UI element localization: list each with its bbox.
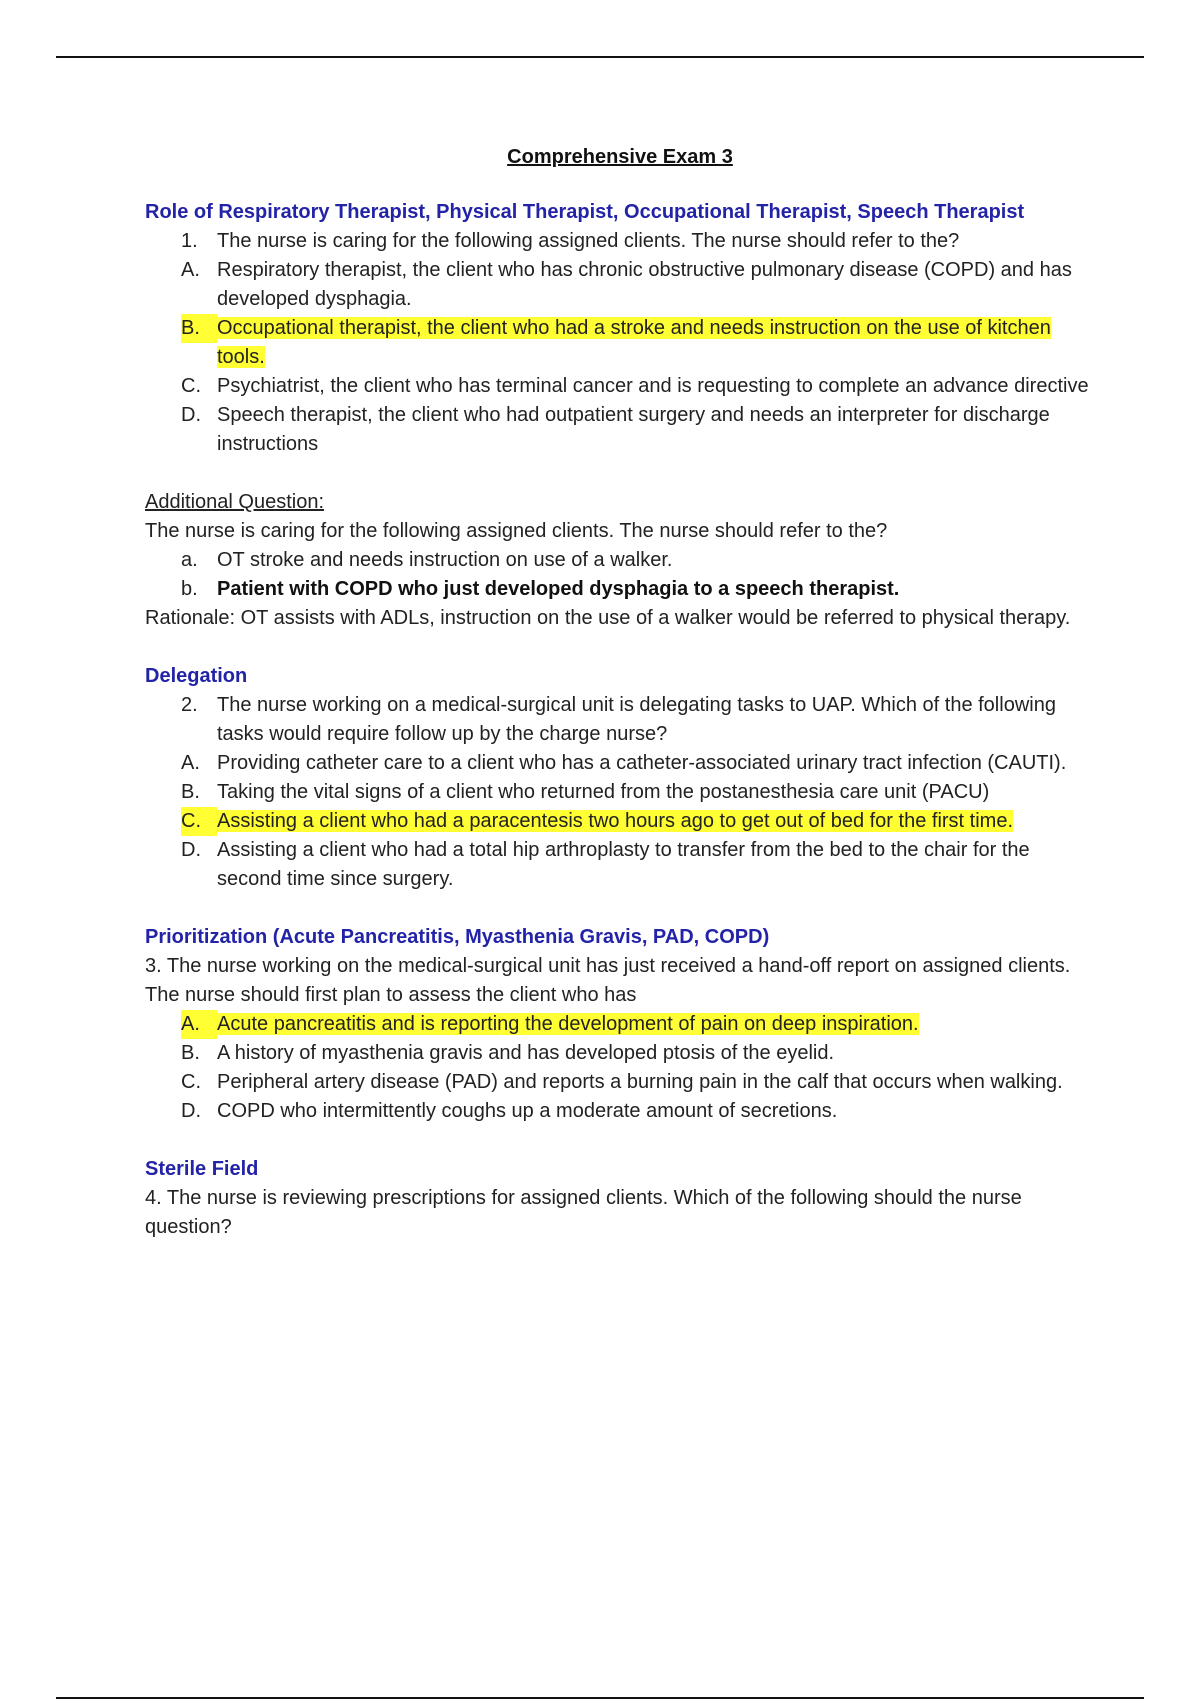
option-letter: B. (181, 314, 217, 343)
section-prioritization (145, 923, 1095, 1126)
option-letter: D. (181, 1100, 201, 1122)
option-text-highlighted: Occupational therapist, the client who had a stroke and needs instruction on the use of kitchen tools. (217, 317, 1051, 368)
option-text: Taking the vital signs of a client who returned from the postanesthesia care unit (PACU) (217, 781, 990, 803)
question-2 (145, 691, 1095, 894)
document-body (145, 142, 1095, 1242)
question-number: 1. (181, 230, 198, 252)
bottom-rule (56, 1697, 1144, 1699)
question-1 (145, 227, 1095, 459)
section-heading: Prioritization (Acute Pancreatitis, Myasthenia Gravis, PAD, COPD) (145, 926, 770, 948)
option-letter: D. (181, 404, 201, 426)
option-letter: C. (181, 375, 201, 397)
option-text: A history of myasthenia gravis and has developed ptosis of the eyelid. (217, 1042, 835, 1064)
option-letter: A. (181, 1010, 217, 1039)
option-c-answer (145, 807, 1095, 836)
question-3-options (145, 1010, 1095, 1126)
question-stem (145, 227, 1095, 256)
section-delegation (145, 662, 1095, 894)
option-text: Peripheral artery disease (PAD) and reports a burning pain in the calf that occurs when walking. (217, 1071, 1063, 1093)
option-c (145, 372, 1095, 401)
option-text: Providing catheter care to a client who has a catheter-associated urinary tract infection (CAUTI). (217, 752, 1067, 774)
option-d (145, 401, 1095, 459)
section-heading: Role of Respiratory Therapist, Physical Therapist, Occupational Therapist, Speech Therapist (145, 201, 1025, 223)
option-text: OT stroke and needs instruction on use of a walker. (217, 549, 673, 571)
option-a-answer (145, 1010, 1095, 1039)
option-d (145, 836, 1095, 894)
top-rule (56, 56, 1144, 58)
option-letter: B. (181, 1042, 200, 1064)
section-heading: Delegation (145, 665, 248, 687)
option-text-highlighted: Acute pancreatitis and is reporting the development of pain on deep inspiration. (217, 1013, 919, 1035)
option-letter: A. (181, 752, 200, 774)
option-text: Psychiatrist, the client who has terminal cancer and is requesting to complete an advance directive (217, 375, 1089, 397)
option-text-bold: Patient with COPD who just developed dysphagia to a speech therapist. (217, 578, 900, 600)
option-text: Assisting a client who had a total hip arthroplasty to transfer from the bed to the chair for the second time since surgery. (217, 839, 1030, 890)
additional-option-a (145, 546, 1095, 575)
section-role-of-therapists (145, 198, 1095, 633)
option-a (145, 749, 1095, 778)
option-b-answer (145, 314, 1095, 372)
option-text: Respiratory therapist, the client who has chronic obstructive pulmonary disease (COPD) and has developed dysphagia. (217, 259, 1072, 310)
question-number: 2. (181, 694, 198, 716)
option-text: Speech therapist, the client who had outpatient surgery and needs an interpreter for discharge instructions (217, 404, 1050, 455)
option-a (145, 256, 1095, 314)
option-letter: a. (181, 549, 198, 571)
option-d (145, 1097, 1095, 1126)
additional-options (145, 546, 1095, 604)
question-stem (145, 691, 1095, 749)
option-b (145, 778, 1095, 807)
option-b (145, 1039, 1095, 1068)
rationale: Rationale: OT assists with ADLs, instruction on the use of a walker would be referred to physical therapy. (145, 607, 1071, 629)
question-4-text: 4. The nurse is reviewing prescriptions for assigned clients. Which of the following should the nurse question? (145, 1187, 1022, 1238)
section-heading: Sterile Field (145, 1158, 259, 1180)
question-text: The nurse working on a medical-surgical unit is delegating tasks to UAP. Which of the following tasks would require follow up by the charge nurse? (217, 694, 1056, 745)
option-letter: C. (181, 807, 217, 836)
question-text: The nurse is caring for the following assigned clients. The nurse should refer to the? (217, 230, 960, 252)
question-3-text: 3. The nurse working on the medical-surgical unit has just received a hand-off report on assigned clients. The nurse should first plan to assess the client who has (145, 955, 1071, 1006)
additional-option-b-answer (145, 575, 1095, 604)
option-letter: A. (181, 259, 200, 281)
option-letter: C. (181, 1071, 201, 1093)
additional-question-text: The nurse is caring for the following assigned clients. The nurse should refer to the? (145, 520, 888, 542)
option-text-highlighted: Assisting a client who had a paracentesis two hours ago to get out of bed for the first time. (217, 810, 1013, 832)
option-letter: B. (181, 781, 200, 803)
option-c (145, 1068, 1095, 1097)
page-title: Comprehensive Exam 3 (507, 146, 733, 168)
option-text: COPD who intermittently coughs up a moderate amount of secretions. (217, 1100, 838, 1122)
option-letter: D. (181, 839, 201, 861)
additional-question-label: Additional Question: (145, 491, 325, 513)
option-letter: b. (181, 578, 198, 600)
section-sterile-field (145, 1155, 1095, 1242)
